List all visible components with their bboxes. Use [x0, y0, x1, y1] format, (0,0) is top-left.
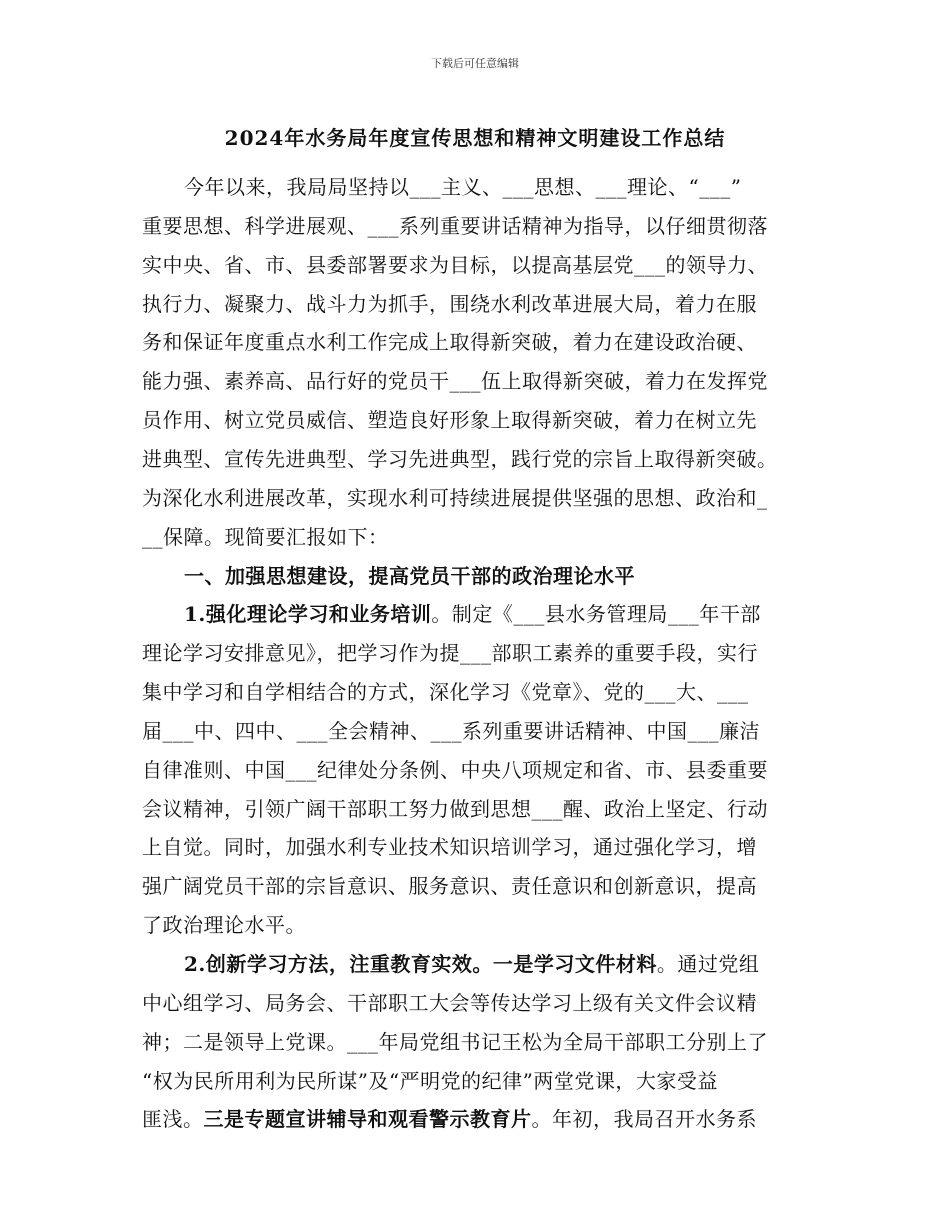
- text-line: [142, 719, 760, 743]
- text-line: [142, 641, 758, 665]
- text-run: 上自觉。同时，加强水利专业技术知识培训学习，通过强化学习，增: [142, 835, 757, 860]
- text-run: 为深化水利进展改革，实现水利可持续进展提供坚强的思想、政治和_: [142, 485, 768, 510]
- text-line: [142, 486, 768, 510]
- text-line: [184, 602, 761, 626]
- text-run: 强广阔党员干部的宗旨意识、服务意识、责任意识和创新意识，提高: [142, 874, 757, 899]
- text-line: [142, 330, 757, 354]
- text-run: 会议精神，引领广阔干部职工努力做到思想___醒、政治上坚定、行动: [142, 796, 768, 821]
- text-line: [142, 874, 757, 898]
- text-run: 理论学习安排意见》，把学习作为提___部职工素养的重要手段，实行: [142, 641, 758, 666]
- text-run: 匪浅。: [142, 1107, 204, 1132]
- text-run: 今年以来，我局局坚持以___主义、___思想、___理论、“___”: [184, 175, 742, 199]
- text-run: 。制定《___县水务管理局___年干部: [431, 602, 761, 627]
- text-run: 。通过党组: [656, 952, 760, 976]
- text-run: 中心组学习、局务会、干部职工大会等传达学习上级有关文件会议精: [142, 990, 757, 1015]
- text-line: [142, 369, 768, 393]
- text-run: 届___中、四中、___全会精神、___系列重要讲话精神、中国___廉洁: [142, 718, 760, 743]
- text-run: 重要思想、科学进展观、___系列重要讲话精神为指导，以仔细贯彻落: [142, 213, 768, 238]
- text-line: [142, 680, 749, 704]
- text-line: [142, 525, 389, 549]
- text-run: 员作用、树立党员威信、塑造良好形象上取得新突破，着力在树立先: [142, 408, 757, 433]
- text-line: [184, 175, 741, 199]
- text-run: “权为民所用利为民所谋”及“严明党的纪律”两堂党课，大家受益: [142, 1068, 718, 1093]
- text-line: [142, 835, 757, 859]
- bold-text: 一、加强思想建设，提高党员干部的政治理论水平: [184, 563, 635, 588]
- text-run: __保障。现简要汇报如下：: [142, 524, 389, 549]
- text-run: 进典型、宣传先进典型、学习先进典型，践行党的宗旨上取得新突破。: [142, 446, 778, 471]
- text-line: [142, 1069, 718, 1093]
- header-note: 下载后可任意编辑: [431, 57, 519, 70]
- text-run: 。年初，我局召开水务系: [531, 1107, 757, 1132]
- text-line: [142, 797, 768, 821]
- text-line: [142, 1030, 768, 1054]
- text-line: [142, 447, 778, 471]
- text-run: 神；二是领导上党课。___年局党组书记王松为全局干部职工分别上了: [142, 1029, 768, 1054]
- text-line: [142, 1107, 757, 1131]
- text-line: [184, 564, 635, 588]
- bold-text: 1.强化理论学习和业务培训: [184, 602, 432, 627]
- bold-text: 三是专题宣讲辅导和观看警示教育片: [203, 1107, 532, 1132]
- text-run: 实中央、省、市、县委部署要求为目标，以提高基层党___的领导力、: [142, 252, 768, 277]
- text-line: [142, 408, 757, 432]
- document-title: 2024年水务局年度宣传思想和精神文明建设工作总结: [224, 126, 726, 150]
- text-line: [142, 214, 768, 238]
- text-run: 集中学习和自学相结合的方式，深化学习《党章》、党的___大、___: [142, 680, 749, 705]
- text-line: [142, 253, 768, 277]
- text-run: 能力强、素养高、品行好的党员干___伍上取得新突破，着力在发挥党: [142, 369, 768, 394]
- text-line: [142, 913, 306, 937]
- bold-text: 2.创新学习方法，注重教育实效。一是学习文件材料: [184, 952, 657, 976]
- text-line: [142, 758, 768, 782]
- text-run: 自律准则、中国___纪律处分条例、中央八项规定和省、市、县委重要: [142, 757, 768, 782]
- text-line: [142, 292, 757, 316]
- text-run: 执行力、凝聚力、战斗力为抓手，围绕水利改革进展大局，着力在服: [142, 291, 757, 316]
- text-line: [184, 952, 759, 976]
- text-run: 了政治理论水平。: [142, 913, 306, 938]
- text-line: [142, 991, 757, 1015]
- text-run: 务和保证年度重点水利工作完成上取得新突破，着力在建设政治硬、: [142, 330, 757, 355]
